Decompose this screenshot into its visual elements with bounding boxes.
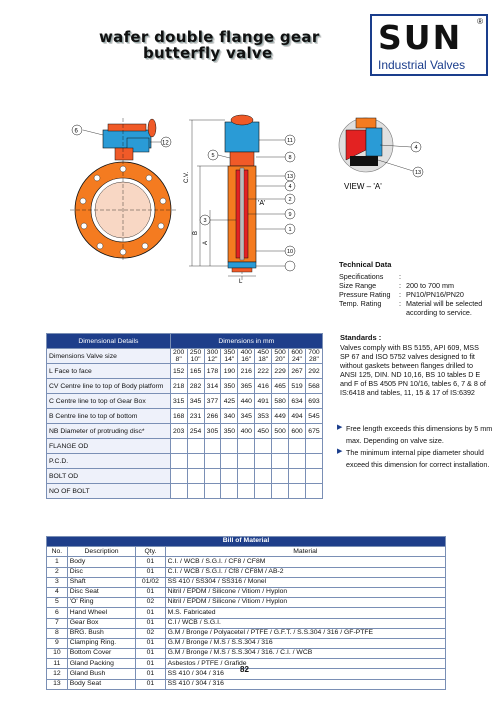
dim-cell xyxy=(187,454,204,469)
side-callout-3: 3 xyxy=(203,218,207,224)
side-callout-10: 10 xyxy=(286,249,294,255)
bom-qty: 01 xyxy=(136,679,165,689)
dim-cell: 305 xyxy=(204,424,221,439)
side-callout-11: 11 xyxy=(287,138,293,144)
dim-cell: 178 xyxy=(204,364,221,379)
dim-cell: 568 xyxy=(305,379,322,394)
dim-cell: 675 xyxy=(305,424,322,439)
view-callout-13: 13 xyxy=(414,170,422,176)
bom-material: Nitril / EPDM / Silicone / Vitiom / Hyplon xyxy=(165,598,445,608)
dim-cell xyxy=(255,469,272,484)
dim-b: B xyxy=(193,230,199,235)
dim-cell: 168 xyxy=(170,409,187,424)
dim-a: A xyxy=(203,240,209,245)
side-callout-2: 2 xyxy=(288,197,292,203)
bom-no: 2 xyxy=(47,567,68,577)
bom-material: C.I. / WCB / S.G.I. / CF8 / CF8M xyxy=(165,557,445,567)
dim-cell: 449 xyxy=(272,409,289,424)
dim-cell: 266 xyxy=(204,409,221,424)
bom-row xyxy=(47,679,446,689)
dim-cell: 353 xyxy=(255,409,272,424)
dim-cell xyxy=(238,439,255,454)
dim-cell: 500 xyxy=(272,424,289,439)
dim-row xyxy=(47,454,323,469)
view-a-label: VIEW – 'A' xyxy=(344,182,382,191)
size-header-label: Dimensions Valve size xyxy=(47,349,171,364)
dim-cell: 600 xyxy=(289,424,306,439)
bom-title: Bill of Material xyxy=(47,537,446,547)
dim-row-label: BOLT OD xyxy=(47,469,171,484)
dim-cell: 229 xyxy=(272,364,289,379)
tech-key: Specifications xyxy=(339,272,384,281)
bom-row xyxy=(47,567,446,577)
page-number: 82 xyxy=(240,665,249,674)
tech-row: Temp. Rating : Material will be selected according to service. xyxy=(339,299,499,317)
dim-row xyxy=(47,469,323,484)
dim-cell xyxy=(187,484,204,499)
dim-cell: 165 xyxy=(187,364,204,379)
bom-no: 13 xyxy=(47,679,68,689)
dim-cell: 190 xyxy=(221,364,238,379)
dim-cell xyxy=(305,469,322,484)
bom-no: 6 xyxy=(47,608,68,618)
bom-material: SS 410 / SS304 / SS316 / Monel xyxy=(165,577,445,587)
bom-no: 11 xyxy=(47,659,68,669)
bom-row xyxy=(47,557,446,567)
size-col xyxy=(255,349,272,364)
dim-cell xyxy=(289,484,306,499)
bom-qty: 01 xyxy=(136,618,165,628)
dim-cell: 519 xyxy=(289,379,306,394)
size-col xyxy=(204,349,221,364)
standards-text: Valves comply with BS 5155, API 609, MSS SP 67 and ISO 5752 valves designed to fit without gaskets between flanges drilled to ANSI 125, DIN. ND 10,16, BS 10 tables D E and F of BS 4505 PN 10/16, tables 6, 7 & 8 of IS:6418 and tables, 11, 15 & 17 of IS:6392 xyxy=(340,343,486,397)
size-mm: 600 xyxy=(291,349,303,356)
bom-description: BRG. Bush xyxy=(67,628,136,638)
dim-cell: 218 xyxy=(170,379,187,394)
dim-cell xyxy=(238,454,255,469)
dim-cell xyxy=(305,454,322,469)
bom-row xyxy=(47,587,446,597)
bom-description: 'O' Ring xyxy=(67,598,136,608)
size-col xyxy=(221,349,238,364)
bom-description: Gland Packing xyxy=(67,659,136,669)
dim-cell xyxy=(272,484,289,499)
size-mm: 200 xyxy=(172,349,185,356)
dim-cell: 545 xyxy=(305,409,322,424)
tech-value: 200 to 700 mm xyxy=(406,281,454,290)
side-callout-5: 5 xyxy=(211,153,215,159)
dim-cell: 440 xyxy=(238,394,255,409)
bom-description: Disc Seat xyxy=(67,587,136,597)
dim-cell xyxy=(238,469,255,484)
dim-cell xyxy=(255,484,272,499)
bom-material: C.I. / WCB / S.G.I. / Cf8 / CF8M / AB-2 xyxy=(165,567,445,577)
view-callout-4: 4 xyxy=(414,145,418,151)
dim-l: L xyxy=(239,279,243,285)
triangle-bullet-icon: ▶ xyxy=(337,424,343,431)
dim-cell: 365 xyxy=(238,379,255,394)
bom-description: Disc xyxy=(67,567,136,577)
dim-cell xyxy=(272,469,289,484)
size-mm: 250 xyxy=(189,349,202,356)
dim-cell: 315 xyxy=(170,394,187,409)
note-text: The minimum internal pipe diameter should exceed this dimension for correct installation. xyxy=(346,448,490,469)
side-callout-9: 9 xyxy=(288,212,292,218)
bom-material: G.M / Bronge / Polyacetel / PTFE / G.F.T. / S.S.304 / 316 / GF-PTFE xyxy=(165,628,445,638)
dim-cell xyxy=(255,454,272,469)
detail-view-a xyxy=(339,118,423,191)
size-mm: 450 xyxy=(257,349,269,356)
bom-material: G.M / Bronge / M.S / S.S.304 / 316. / C.I. / WCB xyxy=(165,649,445,659)
bom-description: Clamping Ring. xyxy=(67,638,136,648)
tech-row: Size Range : 200 to 700 mm xyxy=(339,281,499,290)
bom-qty: 01 xyxy=(136,567,165,577)
dim-cell: 580 xyxy=(272,394,289,409)
dim-cell: 345 xyxy=(187,394,204,409)
logo-main-text: SUN xyxy=(378,18,463,57)
bom-description: Hand Wheel xyxy=(67,608,136,618)
size-inch: 8" xyxy=(175,356,182,363)
bom-qty: 01 xyxy=(136,557,165,567)
front-callout-12: 12 xyxy=(162,140,169,147)
dim-cell xyxy=(272,454,289,469)
dim-row xyxy=(47,394,323,409)
dim-row xyxy=(47,439,323,454)
dim-cell: 634 xyxy=(289,394,306,409)
dim-cell xyxy=(221,439,238,454)
dimensional-table xyxy=(46,333,323,499)
dim-cell xyxy=(170,469,187,484)
note-item xyxy=(337,447,497,471)
dim-cell: 494 xyxy=(289,409,306,424)
size-col xyxy=(238,349,255,364)
dim-cell xyxy=(170,484,187,499)
bom-no: 3 xyxy=(47,577,68,587)
dim-cell: 231 xyxy=(187,409,204,424)
size-col xyxy=(272,349,289,364)
bom-qty: 02 xyxy=(136,598,165,608)
tech-row: Specifications : xyxy=(339,272,499,281)
size-mm: 700 xyxy=(308,349,320,356)
bom-no: 8 xyxy=(47,628,68,638)
dim-cell xyxy=(170,454,187,469)
size-mm: 300 xyxy=(206,349,219,356)
technical-data-list xyxy=(339,272,499,317)
bom-qty: 01 xyxy=(136,659,165,669)
bom-row xyxy=(47,638,446,648)
bom-description: Body xyxy=(67,557,136,567)
bom-no: 9 xyxy=(47,638,68,648)
bom-header-no: No. xyxy=(47,547,68,557)
standards-title: Standards : xyxy=(340,333,382,342)
front-callout-6: 6 xyxy=(74,128,78,135)
dim-cell: 465 xyxy=(272,379,289,394)
size-inch: 18" xyxy=(258,356,269,363)
dim-cell xyxy=(204,484,221,499)
size-mm: 400 xyxy=(240,349,252,356)
bom-row xyxy=(47,598,446,608)
dim-cv: C.V. xyxy=(184,171,190,183)
bom-material: SS 410 / 304 / 316 xyxy=(165,679,445,689)
side-view xyxy=(184,115,295,285)
bom-material: M.S. Fabricated xyxy=(165,608,445,618)
bom-row xyxy=(47,577,446,587)
logo-sub-text: Industrial Valves xyxy=(378,58,466,72)
bom-no: 10 xyxy=(47,649,68,659)
bom-material: C.I / WCB / S.G.I. xyxy=(165,618,445,628)
dim-cell: 350 xyxy=(221,424,238,439)
tech-key: Size Range xyxy=(339,281,377,290)
bom-no: 5 xyxy=(47,598,68,608)
dim-row-label: FLANGE OD xyxy=(47,439,171,454)
dim-row-label: P.C.D. xyxy=(47,454,171,469)
size-col xyxy=(305,349,322,364)
bom-qty: 01 xyxy=(136,669,165,679)
size-inch: 20" xyxy=(275,356,286,363)
dim-cell: 400 xyxy=(238,424,255,439)
size-inch: 14" xyxy=(224,356,235,363)
view-marker-a: 'A' xyxy=(258,200,266,207)
dim-cell xyxy=(187,439,204,454)
dim-row-label: B Centre line to top of bottom xyxy=(47,409,171,424)
bom-no: 12 xyxy=(47,669,68,679)
dim-cell: 216 xyxy=(238,364,255,379)
dim-row-label: CV Centre line to top of Body platform xyxy=(47,379,171,394)
dim-cell xyxy=(204,454,221,469)
bom-material: G.M / Bronge / M.S / S.S.304 / 316 xyxy=(165,638,445,648)
side-callout-8: 8 xyxy=(288,155,292,161)
bom-description: Shaft xyxy=(67,577,136,587)
bom-header-description: Description xyxy=(67,547,136,557)
dim-row xyxy=(47,379,323,394)
dim-row xyxy=(47,364,323,379)
dim-cell xyxy=(204,439,221,454)
bom-row xyxy=(47,618,446,628)
tech-key: Pressure Rating xyxy=(339,290,391,299)
title-line-2: butterfly valve xyxy=(143,44,273,62)
bom-material: SS 410 / 304 / 316 xyxy=(165,669,445,679)
note-item xyxy=(337,423,497,447)
title-line-1: wafer double flange gear xyxy=(99,28,320,46)
bom-header-material: Material xyxy=(165,547,445,557)
size-inch: 24" xyxy=(292,356,302,363)
dim-cell xyxy=(305,439,322,454)
size-inch: 28" xyxy=(308,356,319,363)
bom-description: Gland Bush xyxy=(67,669,136,679)
dim-cell xyxy=(272,439,289,454)
bom-no: 4 xyxy=(47,587,68,597)
dim-row xyxy=(47,484,323,499)
dim-cell: 693 xyxy=(305,394,322,409)
size-inch: 12" xyxy=(207,356,218,363)
size-inch: 10" xyxy=(190,356,201,363)
dim-cell: 425 xyxy=(221,394,238,409)
size-col xyxy=(289,349,306,364)
size-mm: 500 xyxy=(274,349,286,356)
dim-cell: 254 xyxy=(187,424,204,439)
dim-cell: 152 xyxy=(170,364,187,379)
bom-description: Bottom Cover xyxy=(67,649,136,659)
bom-qty: 01 xyxy=(136,587,165,597)
triangle-bullet-icon: ▶ xyxy=(337,448,343,455)
side-callout-1: 1 xyxy=(288,227,292,233)
bom-no: 7 xyxy=(47,618,68,628)
dim-cell xyxy=(255,439,272,454)
bom-row xyxy=(47,628,446,638)
note-text: Free length exceeds this dimensions by 5 mm max. Depending on valve size. xyxy=(346,424,493,445)
tech-value: PN10/PN16/PN20 xyxy=(406,290,464,299)
dim-cell: 345 xyxy=(238,409,255,424)
dim-cell: 450 xyxy=(255,424,272,439)
bom-description: Body Seat xyxy=(67,679,136,689)
bom-qty: 01 xyxy=(136,638,165,648)
tech-value xyxy=(406,272,499,281)
dim-row-label: NB Diameter of protruding disc* xyxy=(47,424,171,439)
tech-value: Material will be selected according to service. xyxy=(406,299,483,317)
dim-cell xyxy=(187,469,204,484)
dim-cell xyxy=(289,454,306,469)
dim-table-title: Dimensional Details xyxy=(47,334,171,349)
tech-row: Pressure Rating : PN10/PN16/PN20 xyxy=(339,290,499,299)
side-callout-13: 13 xyxy=(286,174,294,180)
dim-cell: 377 xyxy=(204,394,221,409)
dim-cell: 350 xyxy=(221,379,238,394)
dim-cell: 267 xyxy=(289,364,306,379)
dim-row-label: L Face to face xyxy=(47,364,171,379)
tech-key: Temp. Rating xyxy=(339,299,382,308)
dim-cell xyxy=(238,484,255,499)
front-view xyxy=(70,118,176,262)
size-inch: 16" xyxy=(241,356,252,363)
bom-row xyxy=(47,608,446,618)
bom-row xyxy=(47,649,446,659)
dim-cell: 491 xyxy=(255,394,272,409)
size-col xyxy=(187,349,204,364)
dim-cell: 416 xyxy=(255,379,272,394)
dim-cell xyxy=(221,454,238,469)
dim-row xyxy=(47,409,323,424)
dim-cell xyxy=(289,439,306,454)
dim-row-label: C Centre line to top of Gear Box xyxy=(47,394,171,409)
dim-cell: 222 xyxy=(255,364,272,379)
size-mm: 350 xyxy=(223,349,236,356)
bom-material: Nitril / EPDM / Silicone / Vitiom / Hyplon xyxy=(165,587,445,597)
bom-description: Gear Box xyxy=(67,618,136,628)
dim-cell: 203 xyxy=(170,424,187,439)
bom-qty: 01 xyxy=(136,608,165,618)
dim-cell: 314 xyxy=(204,379,221,394)
bom-header-qty: Qty. xyxy=(136,547,165,557)
bom-qty: 01 xyxy=(136,649,165,659)
bom-no: 1 xyxy=(47,557,68,567)
notes-list xyxy=(337,423,497,471)
dim-cell xyxy=(305,484,322,499)
dim-row xyxy=(47,424,323,439)
logo-registered-mark: ® xyxy=(477,17,483,26)
dim-cell xyxy=(170,439,187,454)
dim-cell xyxy=(289,469,306,484)
size-col xyxy=(170,349,187,364)
dim-table-units: Dimensions in mm xyxy=(170,334,322,349)
technical-data-title: Technical Data xyxy=(339,260,392,269)
bom-material: Asbestos / PTFE / Grafide xyxy=(165,659,445,669)
dim-cell: 340 xyxy=(221,409,238,424)
dim-cell: 292 xyxy=(305,364,322,379)
dim-row-label: NO OF BOLT xyxy=(47,484,171,499)
dim-cell: 282 xyxy=(187,379,204,394)
dim-cell xyxy=(221,469,238,484)
side-callout-4: 4 xyxy=(288,184,292,190)
bom-qty: 02 xyxy=(136,628,165,638)
dim-cell xyxy=(204,469,221,484)
bom-qty: 01/02 xyxy=(136,577,165,587)
dim-cell xyxy=(221,484,238,499)
